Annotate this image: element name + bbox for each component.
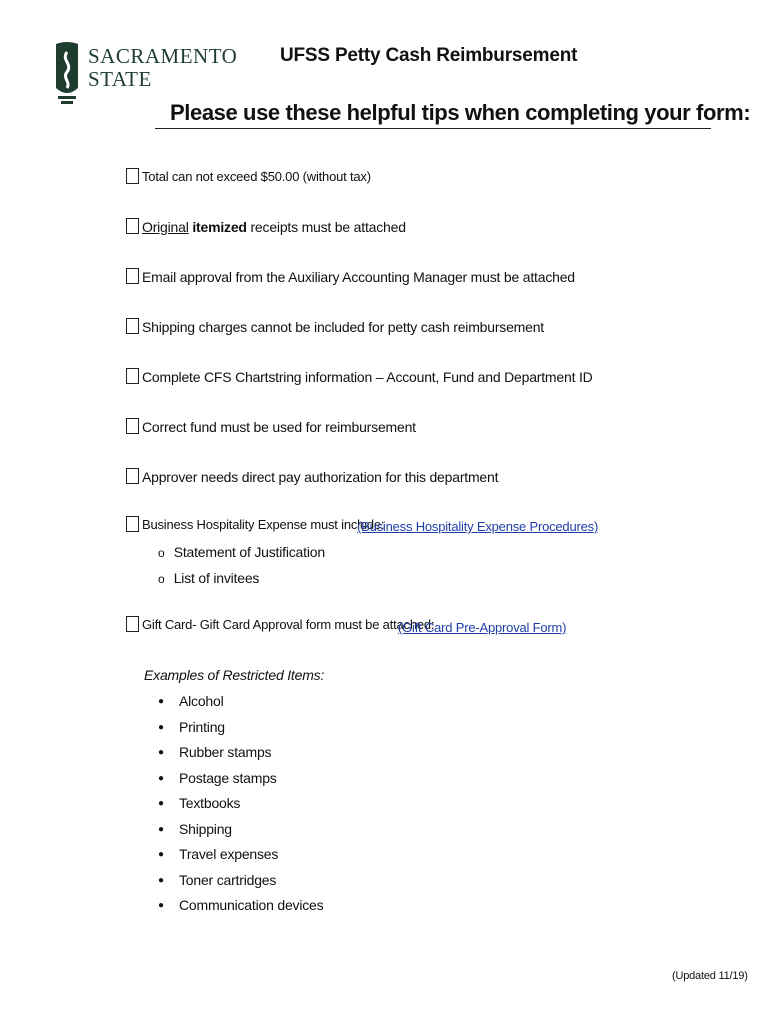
document-title: UFSS Petty Cash Reimbursement — [280, 45, 578, 66]
restricted-item-text: Shipping — [179, 821, 232, 837]
checklist-text: Correct fund must be used for reimbursement — [142, 419, 416, 435]
hornet-flame-icon — [52, 40, 82, 106]
checklist-item-chartstring — [126, 368, 593, 384]
restricted-item-text: Postage stamps — [179, 770, 277, 786]
checklist-text: Shipping charges cannot be included for petty cash reimbursement — [142, 319, 544, 335]
checklist-item-receipts — [126, 218, 406, 234]
bullet: ● — [158, 875, 164, 886]
restricted-item-text: Alcohol — [179, 693, 224, 709]
restricted-items-heading: Examples of Restricted Items: — [144, 667, 325, 683]
checklist-text-original: Original — [142, 219, 189, 235]
bullet: ● — [158, 900, 164, 911]
checkbox[interactable] — [126, 468, 139, 484]
sub-item-marker: o — [158, 546, 165, 560]
restricted-item — [158, 795, 240, 811]
checklist-item-gift-card — [126, 616, 434, 632]
sacramento-state-logo — [52, 40, 238, 106]
restricted-item — [158, 719, 225, 735]
bullet: ● — [158, 773, 164, 784]
business-hospitality-procedures-link[interactable]: (Business Hospitality Expense Procedures) — [357, 519, 599, 534]
checklist-item-shipping-charges — [126, 318, 544, 334]
checklist-text: Business Hospitality Expense must include: — [142, 517, 385, 532]
checklist-text-rest: receipts must be attached — [246, 219, 406, 235]
sub-item-statement-of-justification — [158, 544, 325, 560]
restricted-item-text: Printing — [179, 719, 225, 735]
restricted-item — [158, 872, 276, 888]
checklist-text-itemized: itemized — [192, 219, 247, 235]
restricted-item-text: Travel expenses — [179, 846, 279, 862]
sub-item-text: Statement of Justification — [173, 544, 325, 560]
checkbox[interactable] — [126, 318, 139, 334]
checklist-text: Complete CFS Chartstring information – Account, Fund and Department ID — [142, 369, 593, 385]
restricted-item — [158, 821, 232, 837]
restricted-item-text: Toner cartridges — [179, 872, 277, 888]
restricted-item — [158, 897, 323, 913]
logo-wordmark — [88, 46, 237, 90]
restricted-item — [158, 744, 271, 760]
logo-line-2: STATE — [88, 67, 152, 91]
sub-item-list-of-invitees — [158, 570, 259, 586]
restricted-item-text: Rubber stamps — [179, 744, 272, 760]
checklist-text: Gift Card- Gift Card Approval form must be attached: — [142, 617, 435, 632]
checkbox[interactable] — [126, 168, 139, 184]
restricted-item — [158, 846, 278, 862]
logo-line-1: SACRAMENTO — [88, 44, 238, 68]
checklist-text: Total can not exceed $50.00 (without tax) — [142, 169, 371, 184]
checkbox[interactable] — [126, 268, 139, 284]
checklist-item-approver-authorization — [126, 468, 498, 484]
checklist-item-total-limit — [126, 168, 371, 184]
checkbox[interactable] — [126, 516, 139, 532]
tips-heading: Please use these helpful tips when completing your form: — [170, 100, 751, 125]
checkbox[interactable] — [126, 418, 139, 434]
bullet: ● — [158, 824, 164, 835]
checklist-text: Email approval from the Auxiliary Accounting Manager must be attached — [142, 269, 575, 285]
bullet: ● — [158, 747, 164, 758]
gift-card-pre-approval-form-link[interactable]: (Gift Card Pre-Approval Form) — [398, 620, 567, 635]
bullet: ● — [158, 849, 164, 860]
bullet: ● — [158, 798, 164, 809]
restricted-item-text: Textbooks — [179, 795, 241, 811]
heading-rule — [155, 128, 711, 129]
checklist-item-business-hospitality — [126, 516, 384, 532]
checkbox[interactable] — [126, 218, 139, 234]
restricted-item — [158, 770, 277, 786]
restricted-item — [158, 693, 224, 709]
restricted-item-text: Communication devices — [179, 897, 324, 913]
checklist-text: Approver needs direct pay authorization for this department — [142, 469, 499, 485]
bullet: ● — [158, 696, 164, 707]
sub-item-marker: o — [158, 572, 165, 586]
sub-item-text: List of invitees — [173, 570, 260, 586]
checkbox[interactable] — [126, 368, 139, 384]
checklist-item-correct-fund — [126, 418, 416, 434]
checklist-item-email-approval — [126, 268, 575, 284]
bullet: ● — [158, 722, 164, 733]
checkbox[interactable] — [126, 616, 139, 632]
updated-date: (Updated 11/19) — [672, 970, 748, 982]
